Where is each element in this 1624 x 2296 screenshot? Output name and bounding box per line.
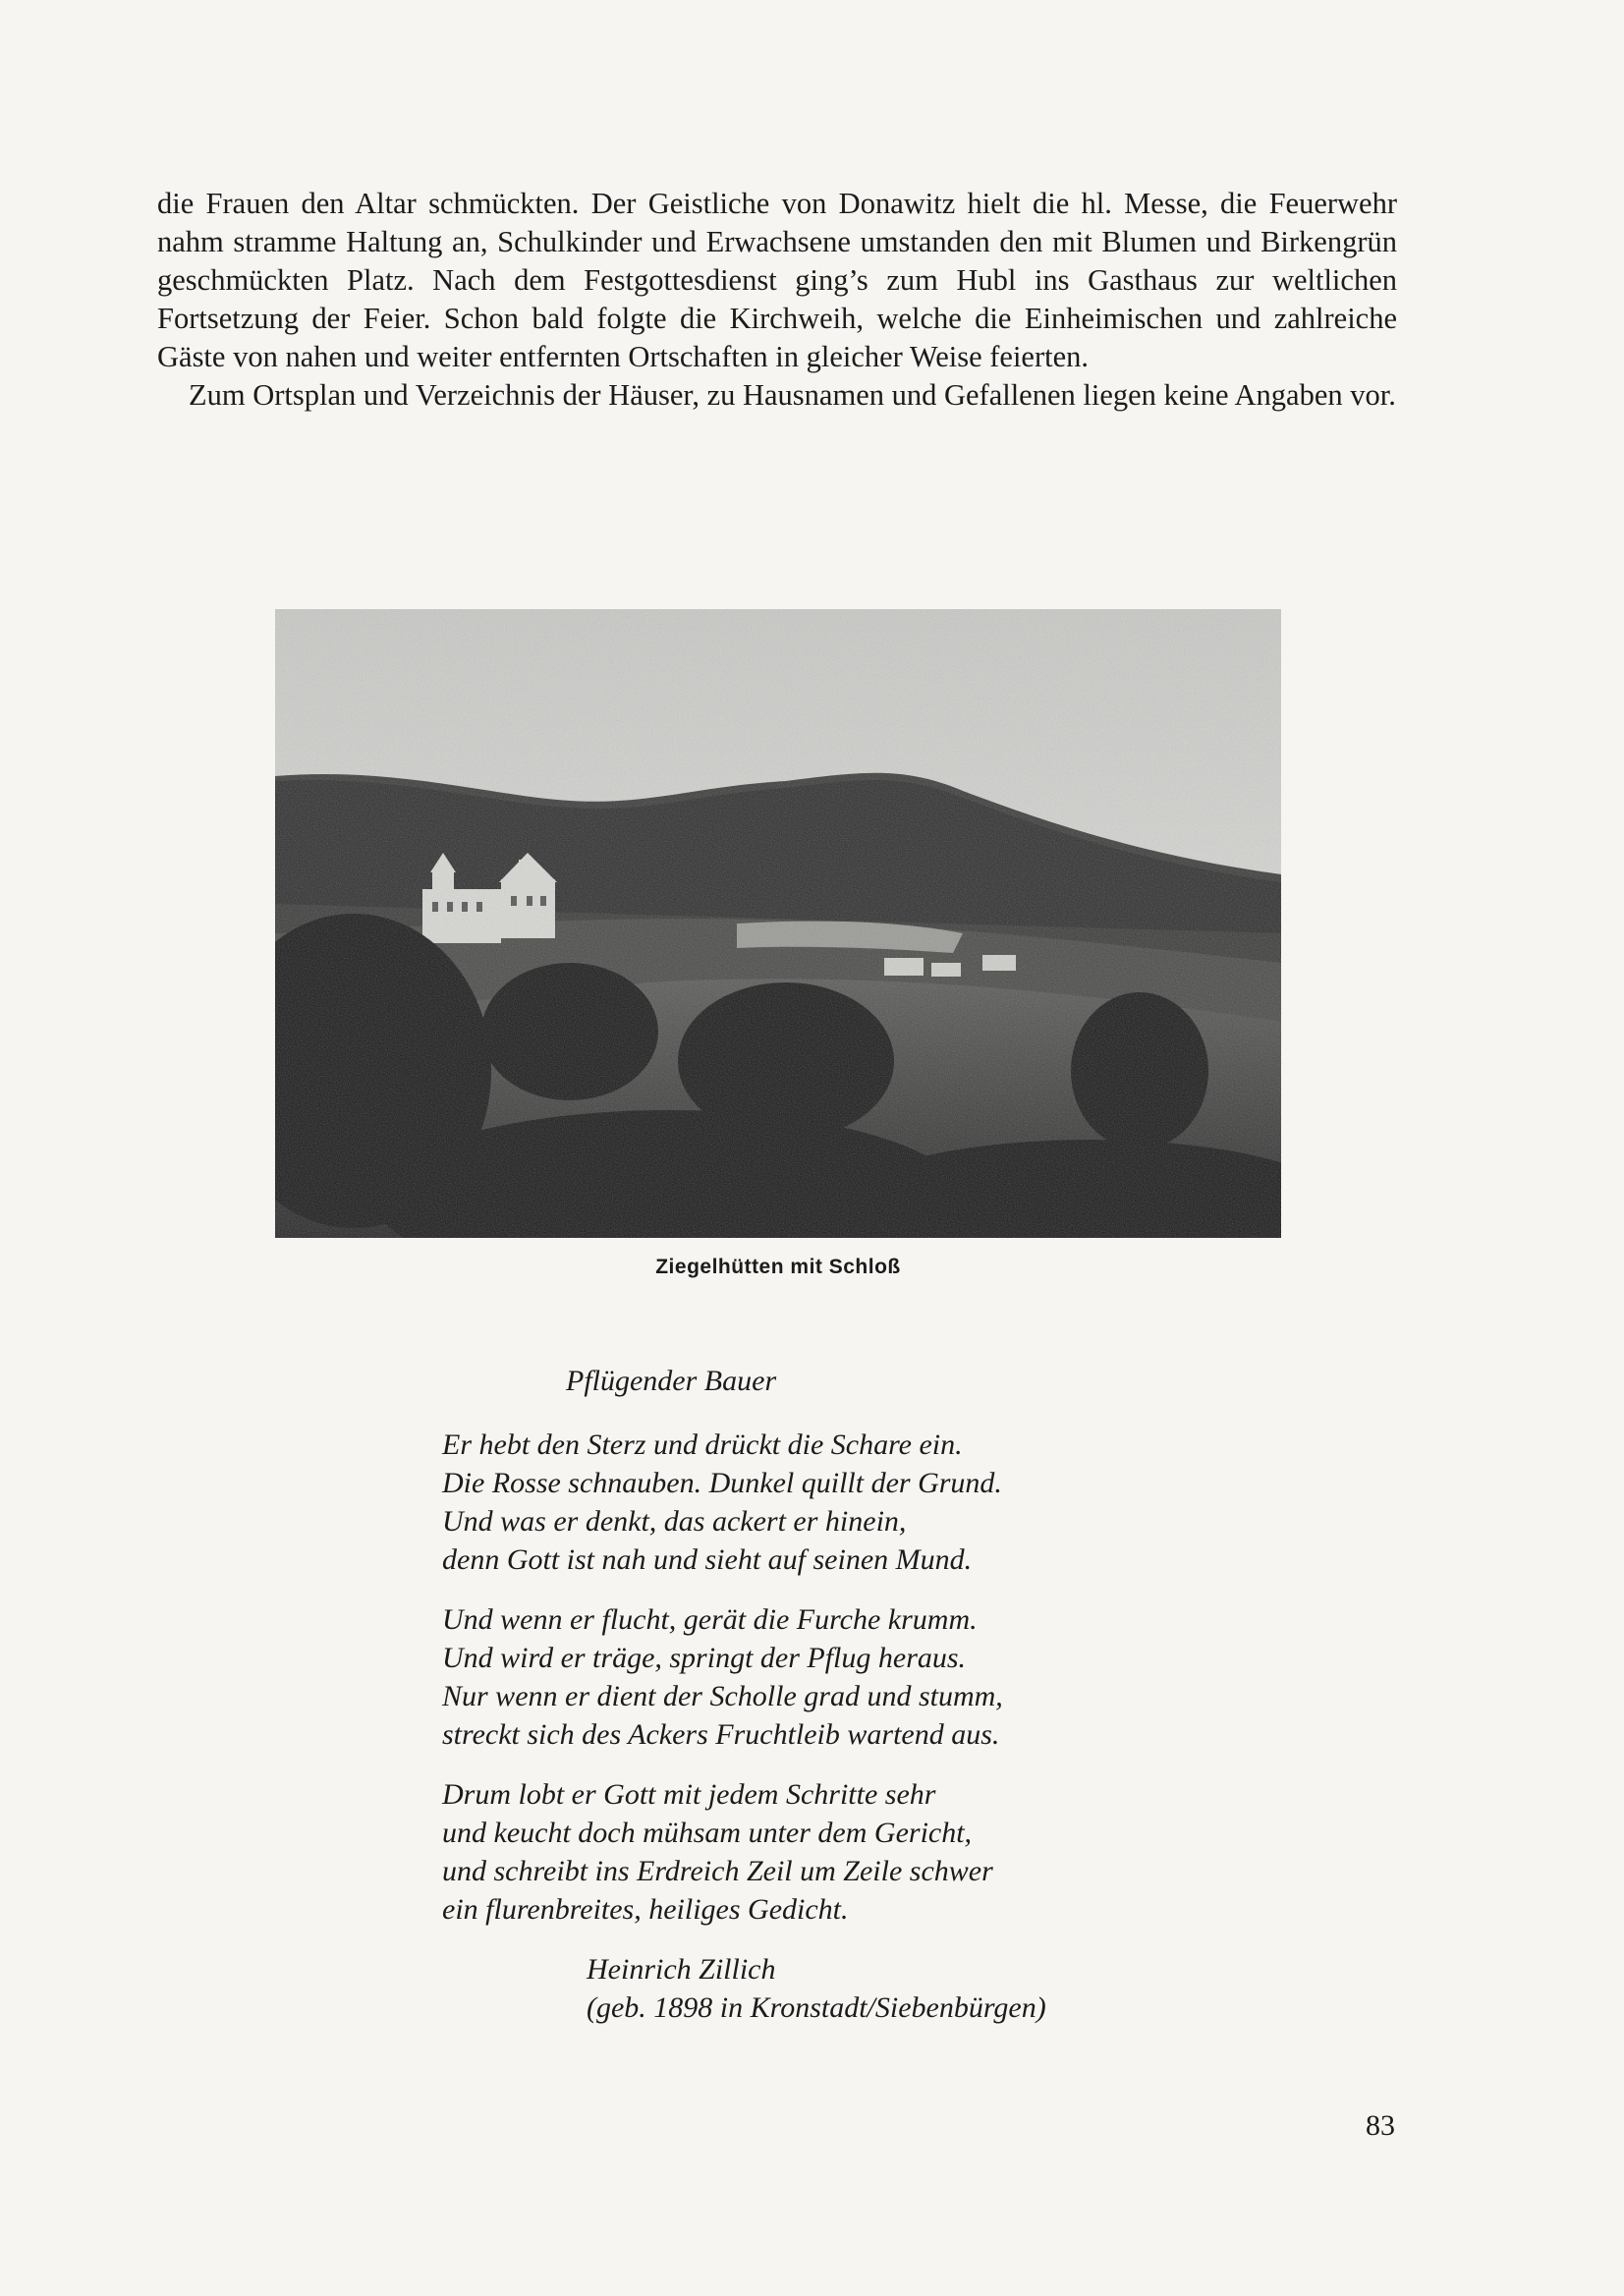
poem — [442, 1362, 1189, 2027]
paragraph-2: Zum Ortsplan und Verzeichnis der Häuser, zu Hausnamen und Gefallenen liegen keine Angaben vor. — [189, 378, 1396, 412]
photo-caption: Ziegelhütten mit Schloß — [655, 1256, 901, 1278]
poem-attribution — [442, 1950, 1189, 2027]
poem-author: Heinrich Zillich — [587, 1953, 776, 1986]
poem-line: Nur wenn er dient der Scholle grad und stumm, — [442, 1680, 1003, 1712]
poem-line: ein flurenbreites, heiliges Gedicht. — [442, 1893, 849, 1926]
poem-stanza-2 — [442, 1600, 1189, 1754]
poem-line: und keucht doch mühsam unter dem Gericht, — [442, 1817, 973, 1849]
body-text — [157, 185, 1397, 415]
poem-line: Er hebt den Sterz und drückt die Schare ein. — [442, 1428, 963, 1461]
poem-line: Und was er denkt, das ackert er hinein, — [442, 1505, 907, 1538]
poem-stanza-3 — [442, 1775, 1189, 1929]
poem-stanza-1 — [442, 1426, 1189, 1579]
poem-line: Und wird er träge, springt der Pflug heraus. — [442, 1642, 967, 1674]
poem-line: streckt sich des Ackers Fruchtleib wartend aus. — [442, 1718, 1000, 1751]
page-number: 83 — [1366, 2109, 1395, 2142]
paragraph-1: die Frauen den Altar schmückten. Der Geistliche von Donawitz hielt die hl. Messe, die Feuerwehr nahm stramme Haltung an, Schulkinder und Erwachsene umstanden den mit Blumen und Birkengrün geschmückten Platz. Nach dem Festgottesdienst ging’s zum Hubl ins Gasthaus zur weltlichen Fortsetzung der Feier. Schon bald folgte die Kirchweih, welche die Einheimischen und zahlreiche Gäste von nahen und weiter entfernten Ortschaften in gleicher Weise feierten. — [157, 187, 1397, 373]
poem-line: Drum lobt er Gott mit jedem Schritte sehr — [442, 1778, 936, 1811]
poem-line: Die Rosse schnauben. Dunkel quillt der Grund. — [442, 1467, 1002, 1499]
poem-author-note: (geb. 1898 in Kronstadt/Siebenbürgen) — [587, 1991, 1046, 2024]
poem-line: Und wenn er flucht, gerät die Furche krumm. — [442, 1603, 978, 1636]
poem-line: denn Gott ist nah und sieht auf seinen Mund. — [442, 1543, 973, 1576]
poem-line: und schreibt ins Erdreich Zeil um Zeile schwer — [442, 1855, 993, 1887]
landscape-photo — [275, 609, 1281, 1238]
poem-title: Pflügender Bauer — [566, 1365, 777, 1397]
